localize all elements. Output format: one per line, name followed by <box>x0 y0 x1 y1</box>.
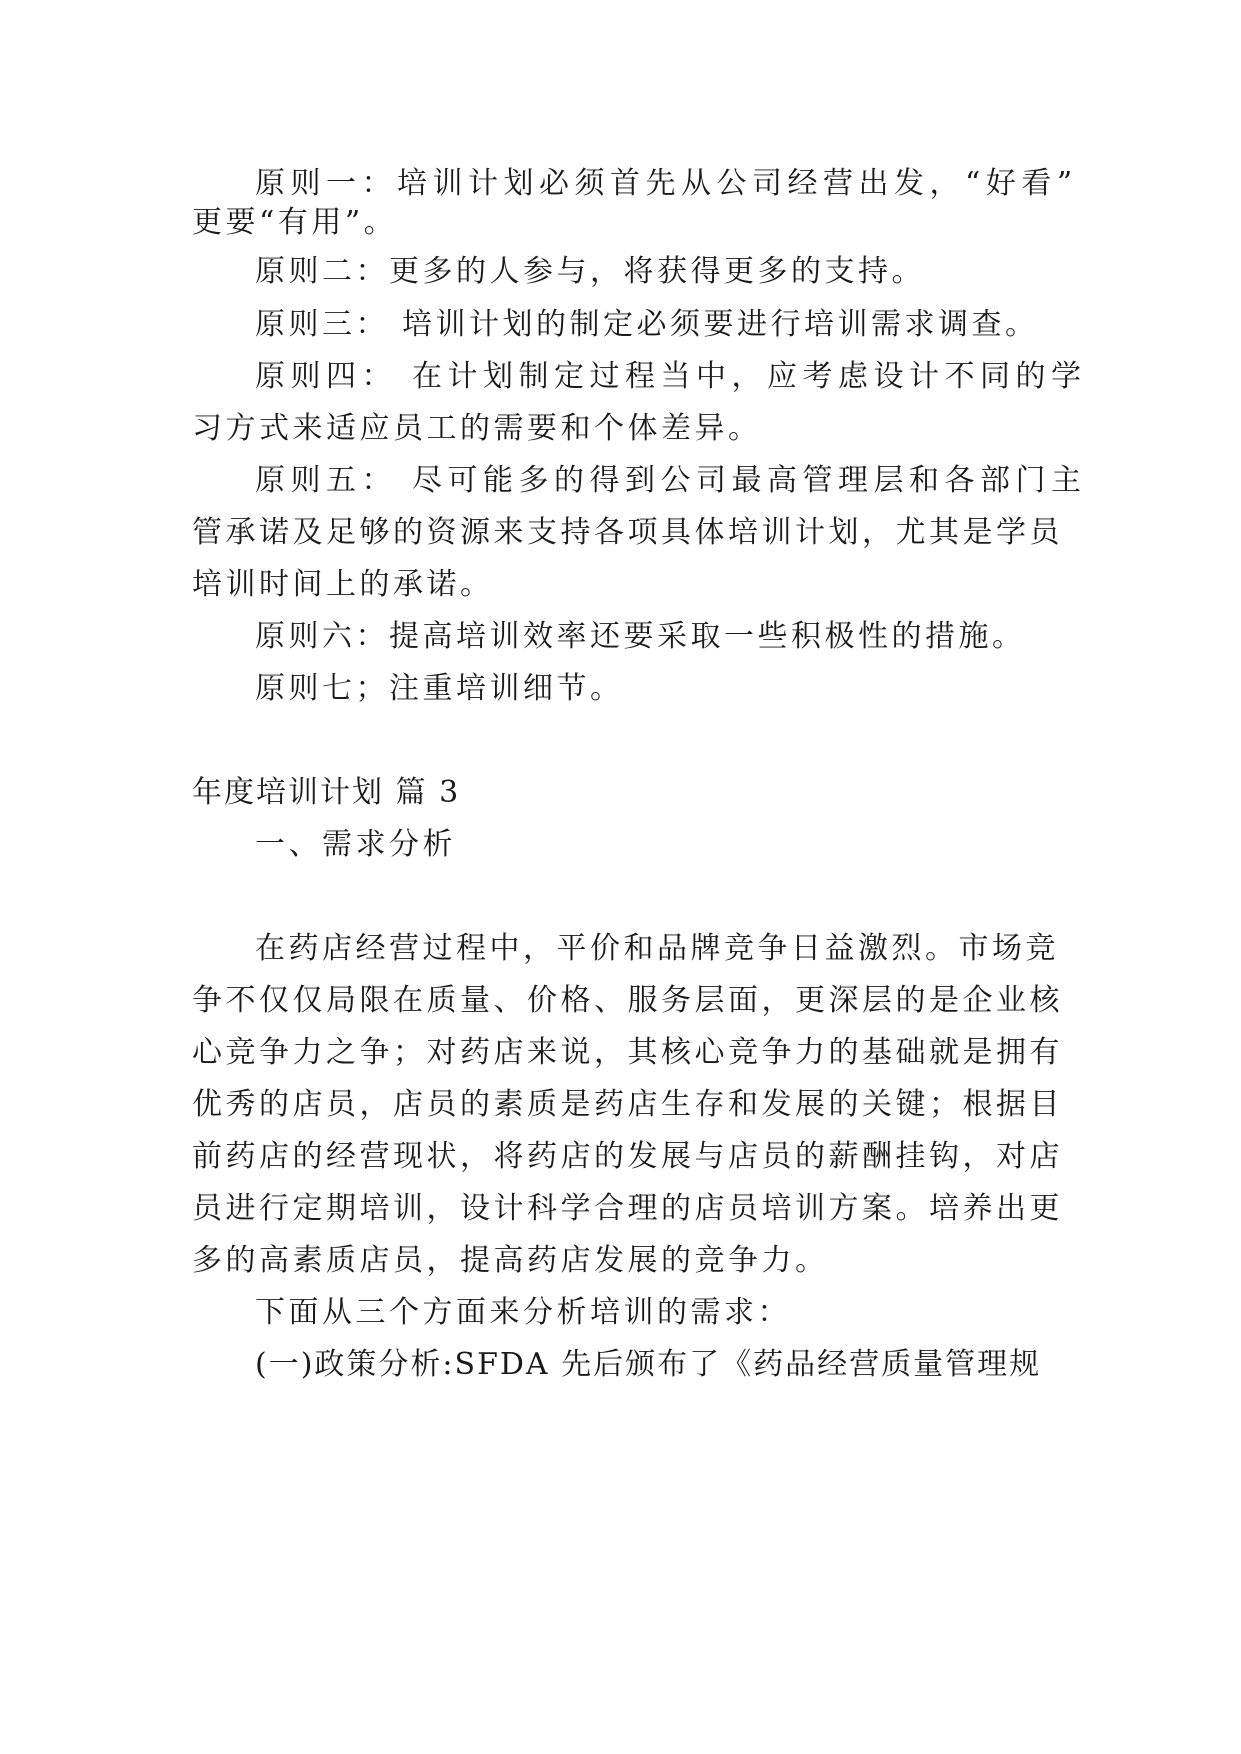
analysis-paragraph-line-1: 在药店经营过程中，平价和品牌竞争日益激烈。市场竞 <box>255 931 1059 966</box>
analysis-paragraph-line-5: 前药店的经营现状，将药店的发展与店员的薪酬挂钩，对店 <box>192 1139 1063 1174</box>
analysis-paragraph-line-6: 员进行定期培训，设计科学合理的店员培训方案。培养出更 <box>192 1191 1063 1226</box>
analysis-paragraph-line-4: 优秀的店员，店员的素质是药店生存和发展的关键；根据目 <box>192 1087 1063 1122</box>
principle-5-line-2: 管承诺及足够的资源来支持各项具体培训计划，尤其是学员 <box>192 515 1063 550</box>
analysis-paragraph-line-2: 争不仅仅局限在质量、价格、服务层面，更深层的是企业核 <box>192 983 1063 1018</box>
analysis-paragraph-line-3: 心竞争力之争；对药店来说，其核心竞争力的基础就是拥有 <box>192 1035 1063 1070</box>
principle-4-line-2: 习方式来适应员工的需要和个体差异。 <box>192 411 762 446</box>
principle-7: 原则七；注重培训细节。 <box>255 671 624 706</box>
analysis-paragraph-line-7: 多的高素质店员，提高药店发展的竞争力。 <box>192 1243 829 1278</box>
principle-1-line-2: 更要“有用”。 <box>192 205 398 240</box>
principle-5-line-3: 培训时间上的承诺。 <box>192 567 494 602</box>
section-heading: 年度培训计划 篇 3 <box>192 775 461 810</box>
subsection-heading: 一、需求分析 <box>255 827 456 862</box>
principle-1-line-1: 原则一：培训计划必须首先从公司经营出发，“好看” <box>255 166 1078 201</box>
principle-6: 原则六：提高培训效率还要采取一些积极性的措施。 <box>255 619 1026 654</box>
principle-3: 原则三： 培训计划的制定必须要进行培训需求调查。 <box>255 307 1039 342</box>
needs-intro: 下面从三个方面来分析培训的需求： <box>255 1295 791 1330</box>
principle-4-line-1: 原则四： 在计划制定过程当中，应考虑设计不同的学 <box>255 359 1087 394</box>
policy-analysis-line: (一)政策分析:SFDA 先后颁布了《药品经营质量管理规 <box>255 1347 1042 1382</box>
principle-5-line-1: 原则五： 尽可能多的得到公司最高管理层和各部门主 <box>255 463 1087 498</box>
principle-2: 原则二：更多的人参与，将获得更多的支持。 <box>255 254 925 289</box>
